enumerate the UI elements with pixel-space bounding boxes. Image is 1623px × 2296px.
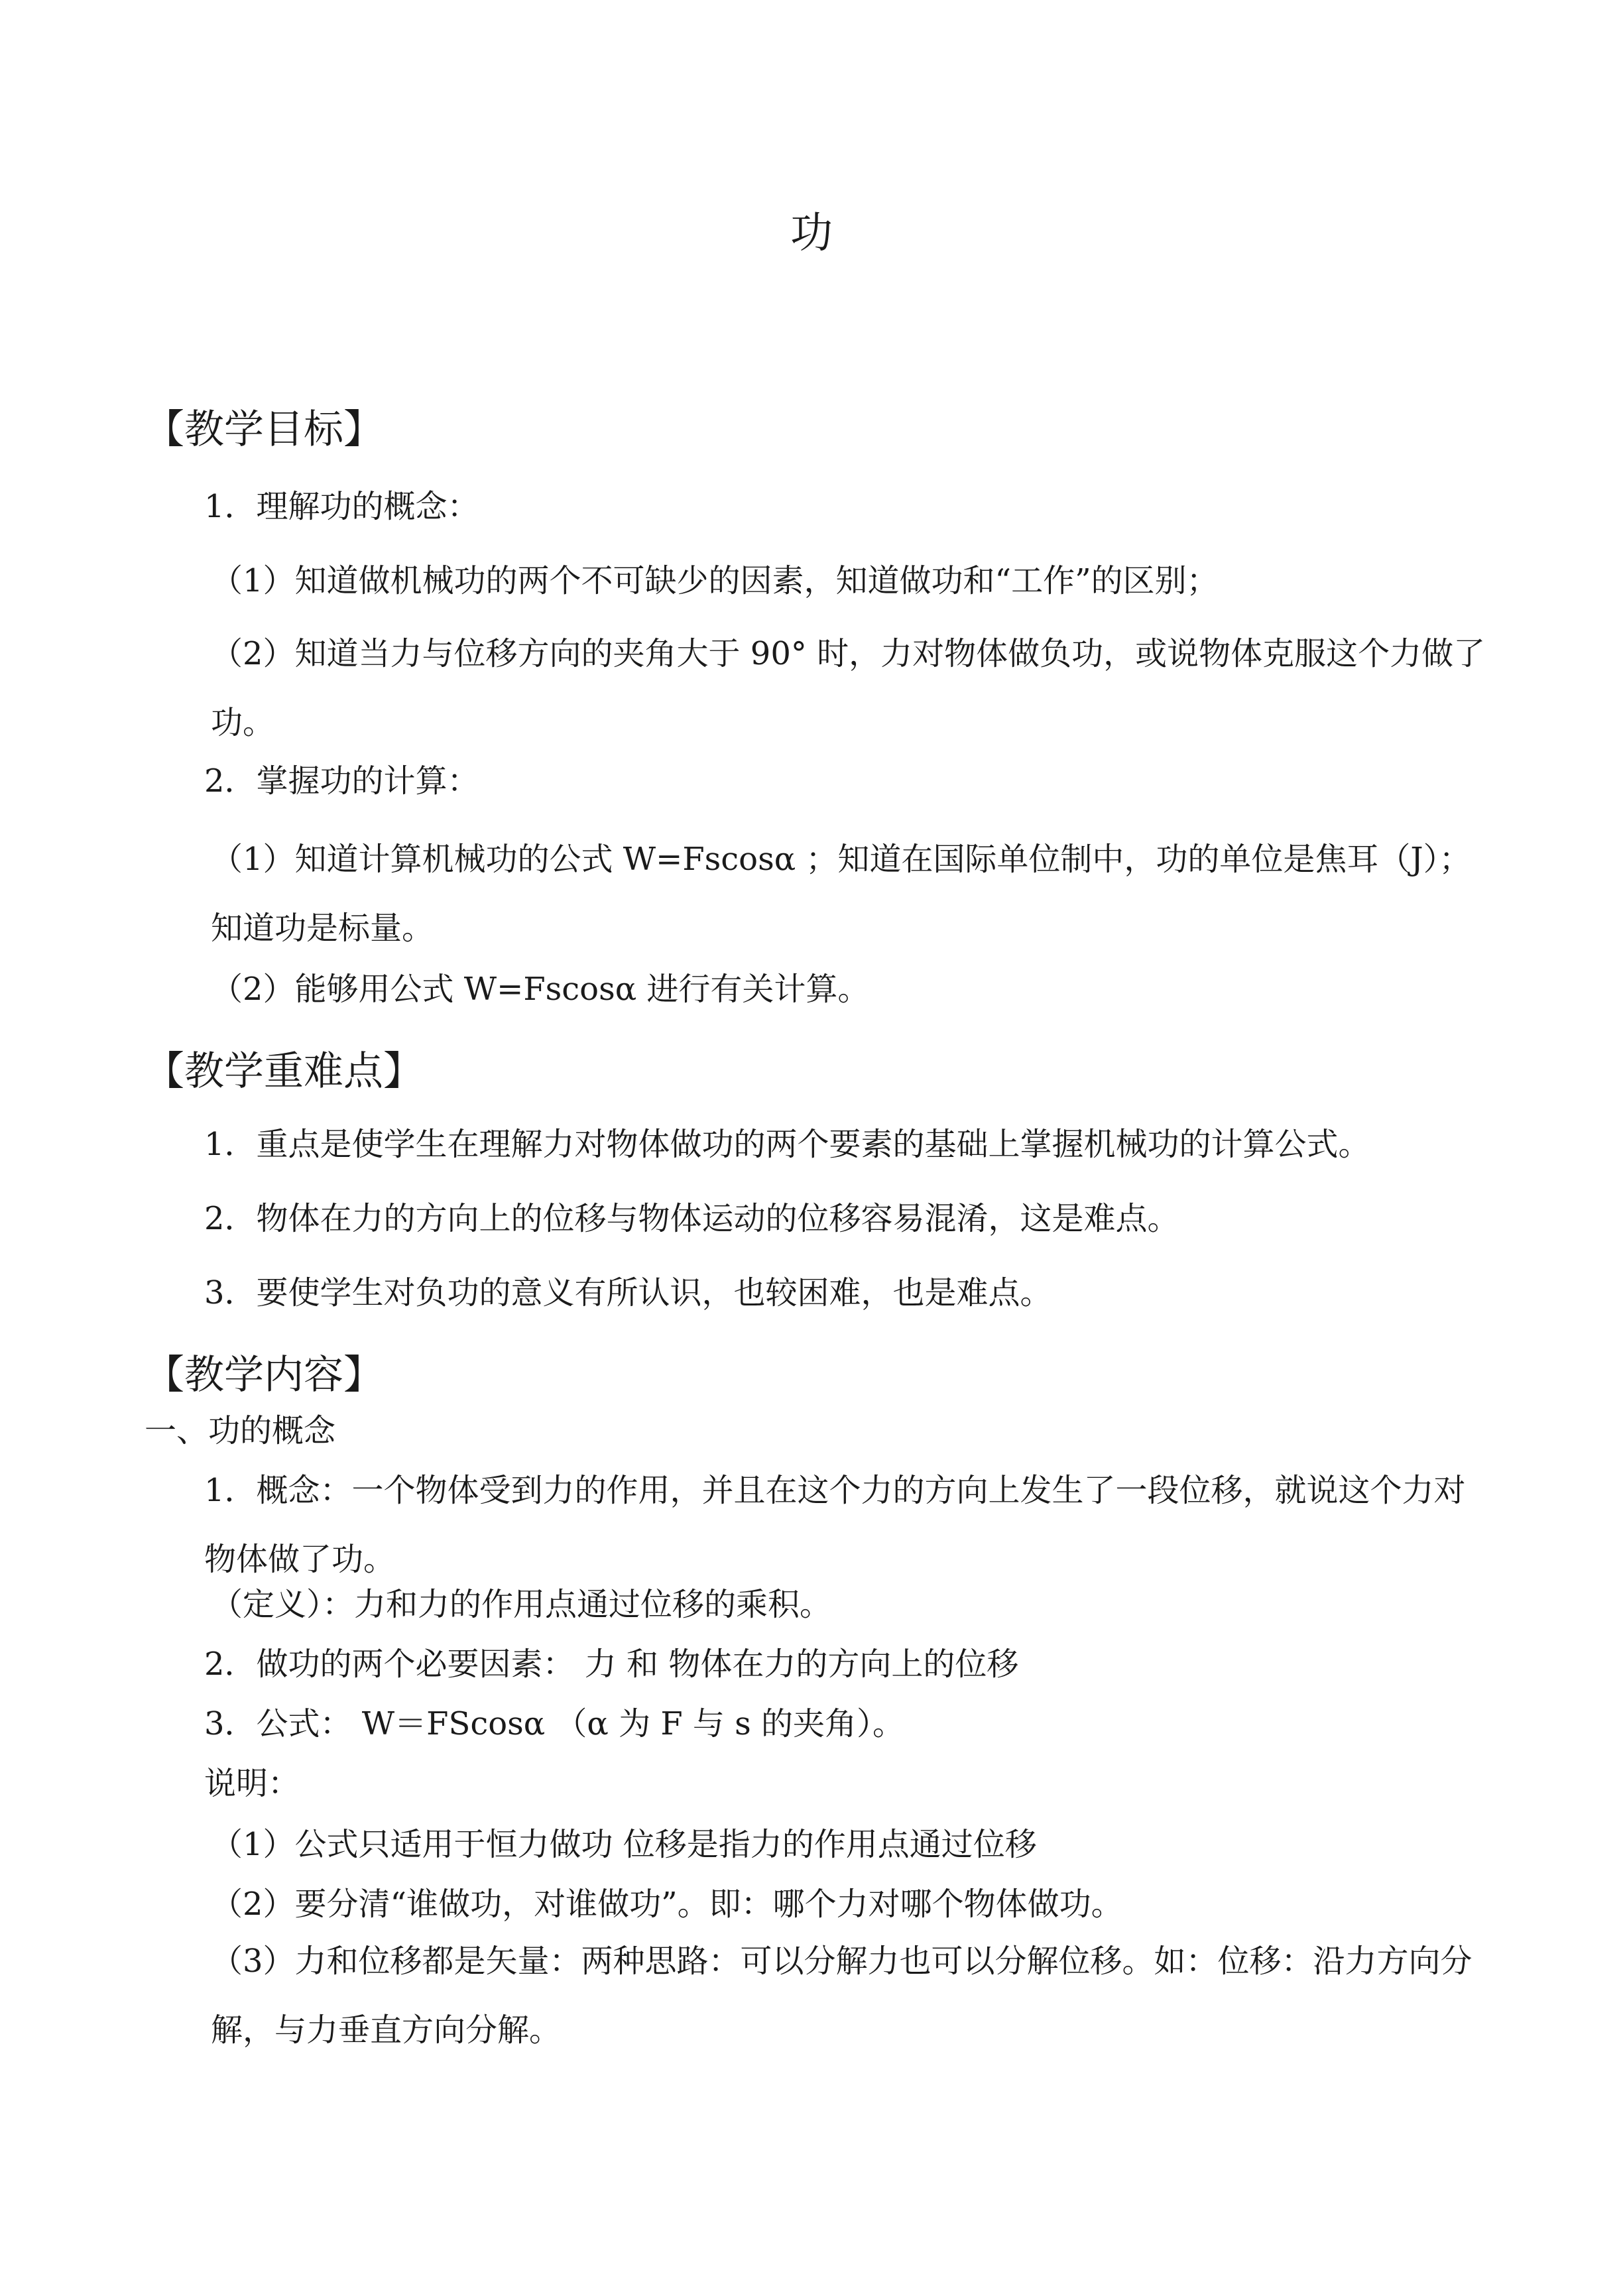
note-item-3-text: （3）力和位移都是矢量：两种思路：可以分解力也可以分解位移。如：位移：沿力方向分解，与力垂直方向分解。 (211, 1943, 1473, 2049)
goals-heading: 【教学目标】 (145, 406, 383, 453)
goal-item-2-1 (145, 825, 1490, 963)
keypoints-heading: 【教学重难点】 (145, 1048, 423, 1095)
keypoint-item-3: 3．要使学生对负功的意义有所认识，也较困难，也是难点。 (204, 1274, 1052, 1311)
keypoint-item-2: 2．物体在力的方向上的位移与物体运动的位移容易混淆，这是难点。 (204, 1200, 1179, 1237)
note-label: 说明： (204, 1765, 300, 1802)
goal-item-1-2 (145, 619, 1490, 757)
content-definition: （定义）：力和力的作用点通过位移的乘积。 (211, 1586, 832, 1623)
goal-item-2-1-text: （1）知道计算机械功的公式 W=Fscosα ；知道在国际单位制中，功的单位是焦耳（J）；知道功是标量。 (211, 841, 1471, 947)
note-item-2: （2）要分清“谁做功，对谁做功”。即：哪个力对哪个物体做功。 (211, 1886, 1123, 1923)
keypoint-item-1: 1．重点是使学生在理解力对物体做功的两个要素的基础上掌握机械功的计算公式。 (204, 1126, 1370, 1163)
note-item-3 (145, 1927, 1490, 2065)
goal-item-1-2-text: （2）知道当力与位移方向的夹角大于 90° 时，力对物体做负功，或说物体克服这个力做了功。 (211, 635, 1486, 741)
content-item-1-text: 1．概念：一个物体受到力的作用，并且在这个力的方向上发生了一段位移，就说这个力对物体做了功。 (204, 1472, 1466, 1578)
goal-item-2-2: （2）能够用公式 W=Fscosα 进行有关计算。 (211, 971, 870, 1008)
goal-item-2: 2．掌握功的计算： (204, 762, 479, 800)
note-item-1: （1）公式只适用于恒力做功 位移是指力的作用点通过位移 (211, 1826, 1037, 1863)
goal-item-1-1: （1）知道做机械功的两个不可缺少的因素，知道做功和“工作”的区别； (211, 562, 1219, 599)
goal-item-1: 1．理解功的概念： (204, 488, 479, 525)
section-1-title: 一、功的概念 (145, 1412, 336, 1449)
page-title: 功 (790, 209, 833, 258)
content-item-3: 3．公式： W＝FScosα （α 为 F 与 s 的夹角）。 (204, 1705, 905, 1742)
content-heading: 【教学内容】 (145, 1352, 383, 1398)
content-item-2: 2．做功的两个必要因素： 力 和 物体在力的方向上的位移 (204, 1646, 1019, 1683)
